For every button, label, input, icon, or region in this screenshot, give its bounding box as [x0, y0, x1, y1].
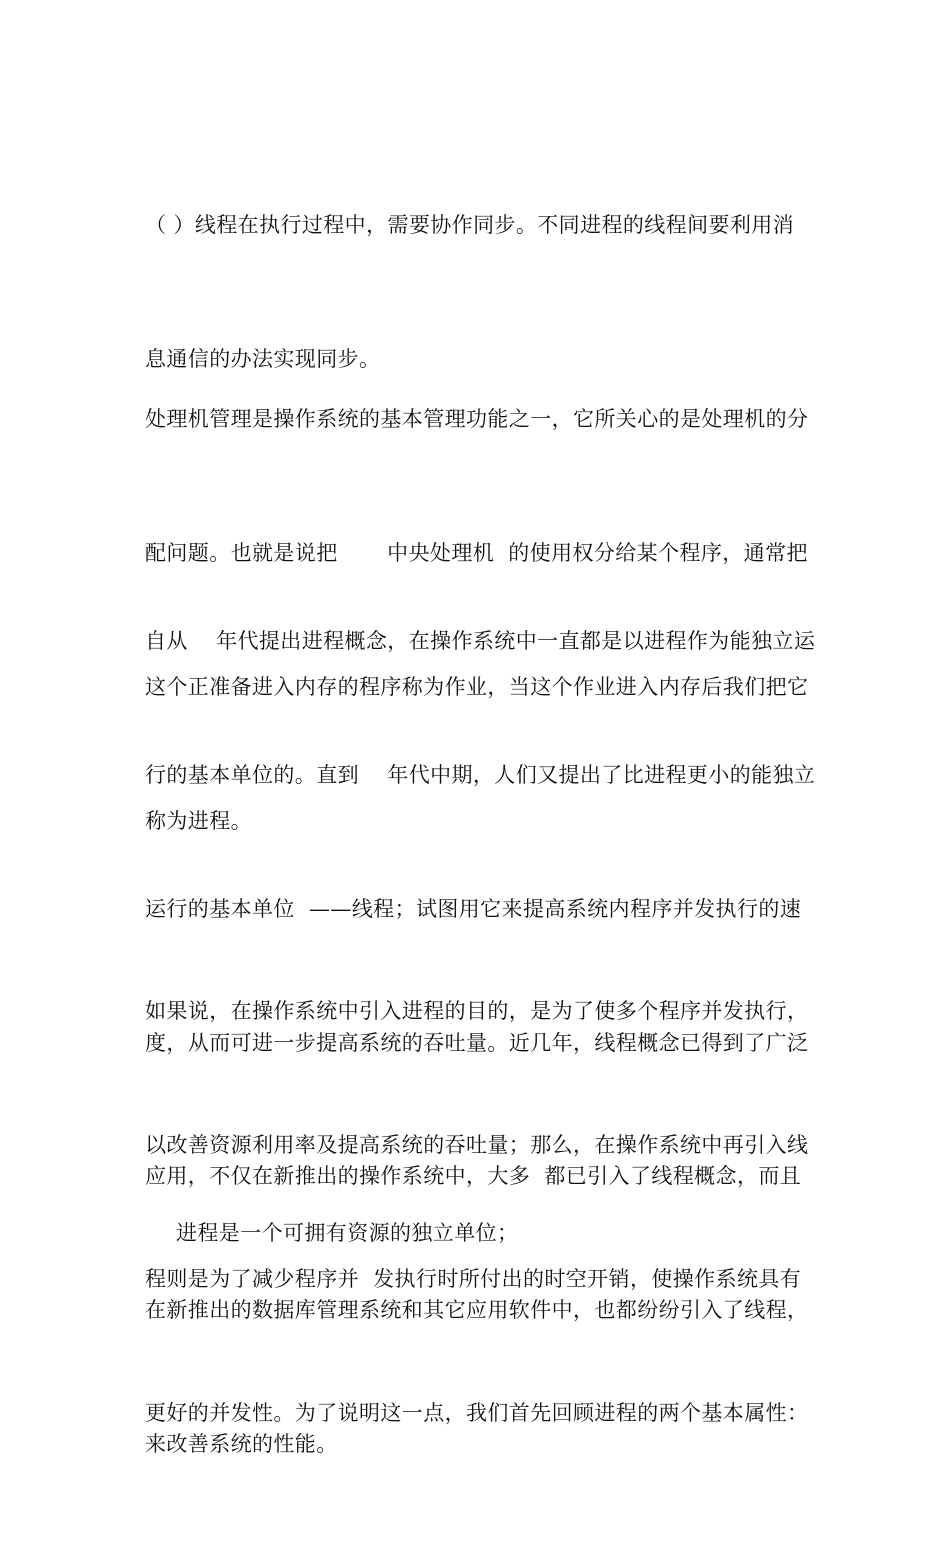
text-line: 处理机管理是操作系统的基本管理功能之一，它所关心的是处理机的分	[145, 407, 809, 432]
text-line: 以改善资源利用率及提高系统的吞吐量；那么，在操作系统中再引入线	[145, 1132, 809, 1157]
paragraph-process-attribute	[176, 1122, 841, 1345]
text-line: 息通信的办法实现同步。	[145, 346, 381, 371]
text-line: 进程是一个可拥有资源的独立单位；	[176, 1221, 519, 1246]
text-line: 在新推出的数据库管理系统和其它应用软件中，也都纷纷引入了线程，	[145, 1298, 809, 1323]
text-line: 应用，不仅在新推出的操作系统中，大多 都已引入了线程概念，而且	[145, 1164, 802, 1189]
text-line: （ ）线程在执行过程中，需要协作同步。不同进程的线程间要利用消	[145, 213, 795, 238]
text-line: 这个正准备进入内存的程序称为作业，当这个作业进入内存后我们把它	[145, 674, 809, 699]
text-line: 称为进程。	[145, 808, 252, 833]
text-line: 来改善系统的性能。	[145, 1431, 338, 1456]
text-line: 行的基本单位的。直到 年代中期，人们又提出了比进程更小的能独立	[145, 762, 816, 787]
text-line: 运行的基本单位 ——线程；试图用它来提高系统内程序并发执行的速	[145, 896, 802, 921]
text-line: 如果说，在操作系统中引入进程的目的，是为了使多个程序并发执行，	[145, 999, 809, 1024]
text-line: 更好的并发性。为了说明这一点，我们首先回顾进程的两个基本属性：	[145, 1400, 809, 1425]
text-line: 程则是为了减少程序并 发执行时所付出的时空开销，使操作系统具有	[145, 1266, 802, 1291]
text-line: 配问题。也就是说把 中央处理机 的使用权分给某个程序，通常把	[145, 540, 808, 565]
text-line: 度，从而可进一步提高系统的吞吐量。近几年，线程概念已得到了广泛	[145, 1030, 809, 1055]
text-line: 自从 年代提出进程概念，在操作系统中一直都是以进程作为能独立运	[145, 629, 816, 654]
